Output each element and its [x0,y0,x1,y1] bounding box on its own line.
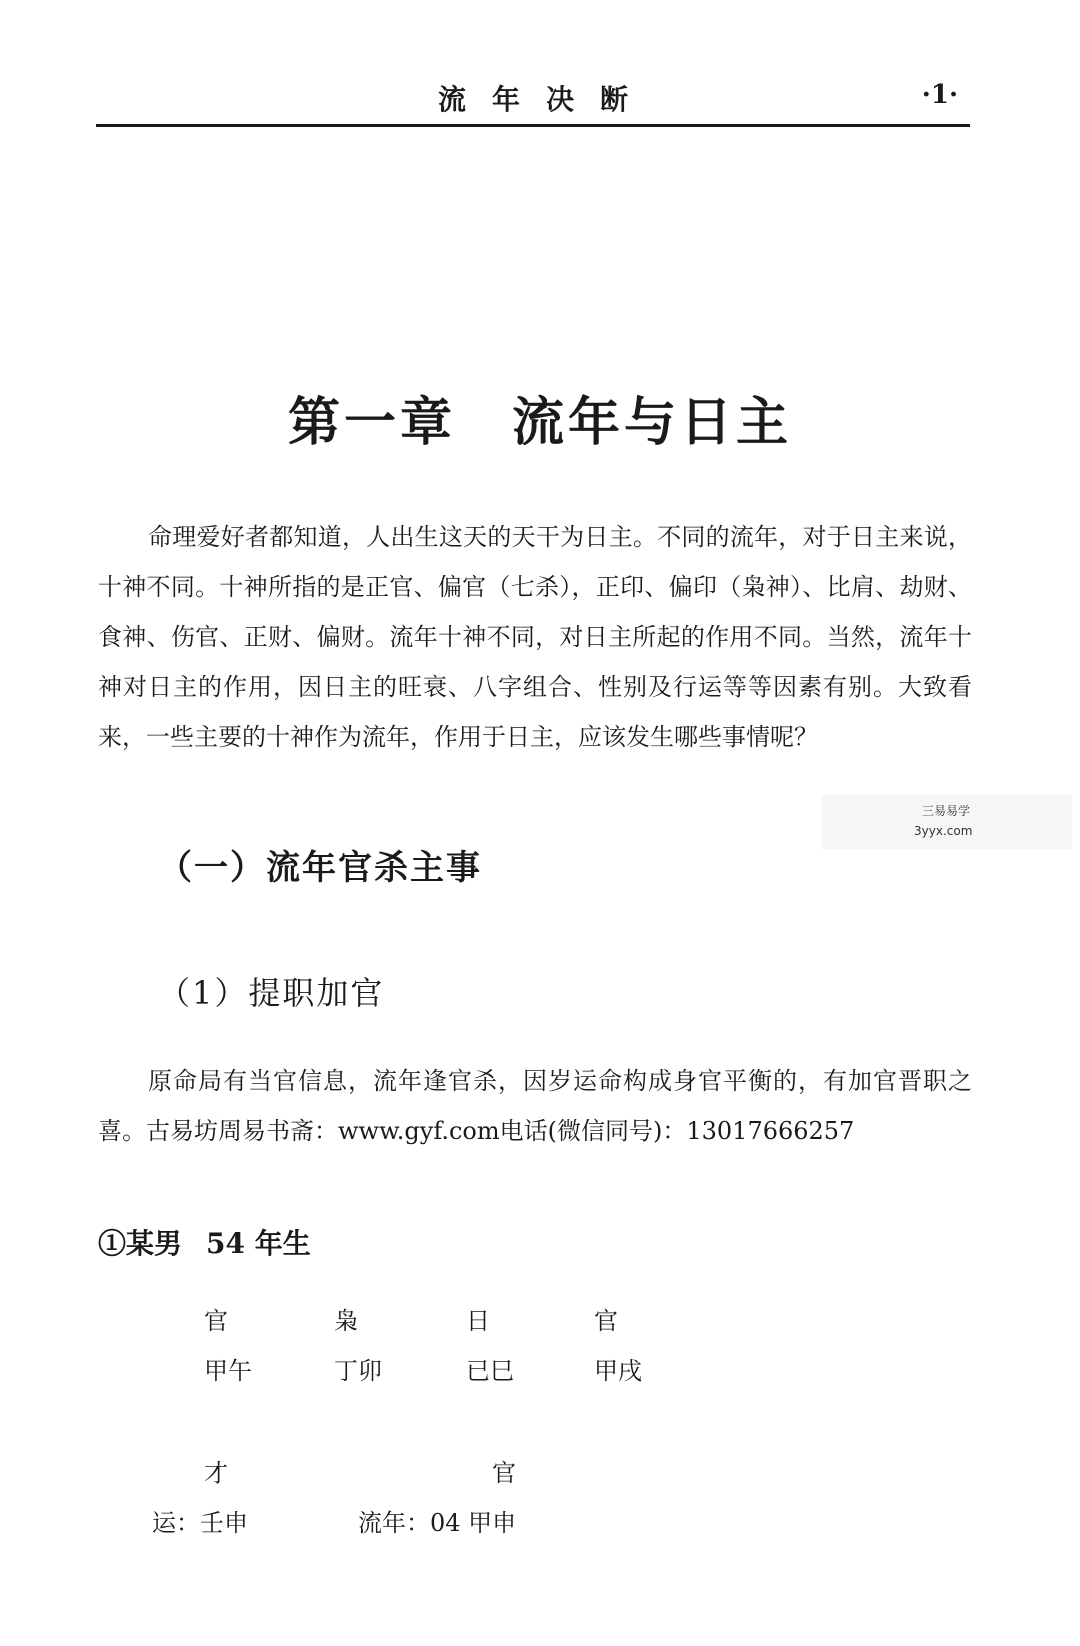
luck-value: 壬申 [200,1509,248,1537]
pillar-god-hour: 官 [594,1307,618,1335]
pillar-god-year: 官 [204,1307,228,1335]
running-title: 流年决断 [437,83,654,116]
year-value: 04 甲申 [430,1509,517,1537]
year-pillar [358,1508,516,1538]
example-number: ① [98,1227,127,1260]
pillar-god-day: 日 [466,1307,490,1335]
pillar-stem-branch-year: 甲午 [204,1357,252,1385]
pillar-stem-branch-day: 已巳 [466,1357,514,1385]
page-number: ·1· [921,80,958,110]
example-birth: 54 年生 [206,1227,311,1260]
section-heading: （一）流年官杀主事 [158,848,482,888]
pillar-stem-branch-month: 丁卯 [334,1357,382,1385]
chapter-number: 第一章 [287,393,456,453]
running-header [96,68,970,127]
year-label: 流年： [358,1509,430,1537]
watermark [822,795,1072,849]
pillar-stem-branch-hour: 甲戌 [594,1357,642,1385]
chapter-title [0,380,1080,455]
watermark-name: 三易易学 [922,804,971,818]
subsection-heading: （1）提职加官 [158,974,385,1012]
intro-paragraph: 命理爱好者都知道，人出生这天的天干为日主。不同的流年，对于日主来说，十神不同。十神所指的是正官、偏官（七杀），正印、偏印（枭神）、比肩、劫财、食神、伤官、正财、偏财。流年十神不同，对日主所起的作用不同。当然，流年十神对日主的作用，因日主的旺衰、八字组合、性别及行运等等因素有别。大致看来，一些主要的十神作为流年，作用于日主，应该发生哪些事情呢？ [98,523,972,751]
luck-label: 运： [152,1509,200,1537]
rule-paragraph: 原命局有当官信息，流年逢官杀，因岁运命构成身官平衡的，有加官晋职之喜。古易坊周易书斋：www.gyf.com电话(微信同号)：13017666257 [98,1067,972,1145]
year-god: 官 [492,1459,516,1487]
example-title [98,1222,311,1262]
pillar-god-month: 枭 [334,1307,358,1335]
luck-god: 才 [204,1459,228,1487]
luck-pillar [152,1508,248,1538]
chapter-name: 流年与日主 [512,393,793,453]
watermark-url: 3yyx.com [914,824,973,838]
example-subject: 某男 [126,1227,183,1260]
